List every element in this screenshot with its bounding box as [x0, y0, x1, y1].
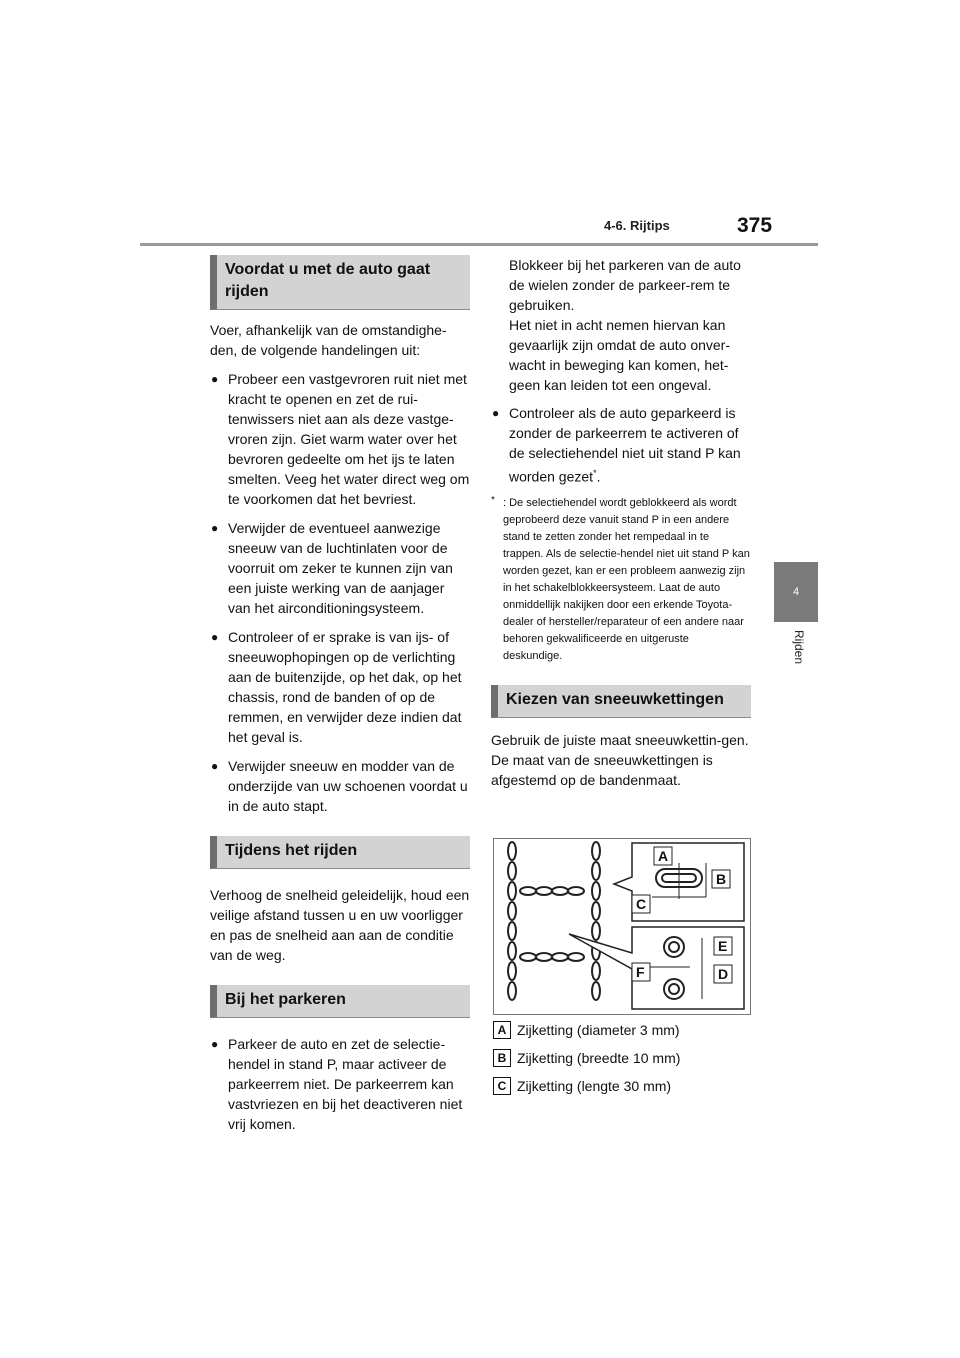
legend-text: Zijketting (breedte 10 mm) — [517, 1050, 681, 1066]
legend-key: C — [493, 1077, 511, 1095]
figure-legend — [493, 1020, 753, 1096]
right-column — [491, 255, 751, 790]
footnote-ref: * — [593, 468, 597, 478]
legend-key: A — [493, 1021, 511, 1039]
parking-warning: Het niet in acht nemen hiervan kan gevaarlijk zijn omdat de auto onver-wacht in beweging kan komen, het-geen kan leiden tot een ongeval. — [509, 317, 731, 393]
footnote-text: : De selectiehendel wordt geblokkeerd als wordt geprobeerd deze vanuit stand P in een andere stand te zetten zonder het rempedaal in te trappen. Als de selectie-hendel niet uit stand P kan worden gezet, kan er een probleem aanwezig zijn in het schakelblokkeersysteem. Laat de auto onmiddellijk nakijken door een erkende Toyota-dealer of hersteller/reparateur of een andere naar behoren gekwalificeerde en uitgeruste deskundige. — [503, 496, 750, 662]
figure-label-d: D — [718, 966, 729, 982]
figure-label-b: B — [716, 871, 727, 887]
footnote-mark: * — [491, 494, 495, 506]
footnote — [491, 495, 751, 665]
bullet-parking: ● Parkeer de auto en zet de selectie-hendel in stand P, maar activeer de parkeerrem niet. De parkeerrem kan vastvriezen en bij het deactiveren niet vrij komen. — [210, 1034, 470, 1134]
page-number: 375 — [737, 214, 773, 237]
bullet-frozen-window: ● Probeer een vastgevroren ruit niet met kracht te openen en zet de rui-tenwissers niet aan als deze vastge-vroren zijn. Giet warm water over het bevroren gedeelte om het ijs te laten smelten. Veeg het water direct weg om te voorkomen dat het bevriest. — [210, 369, 470, 509]
legend-row — [493, 1076, 753, 1096]
bullet-control-end: . — [596, 468, 601, 485]
snow-chain-illustration — [494, 839, 750, 1014]
chains-text-1: Gebruik de juiste maat sneeuwkettin-gen. — [491, 731, 749, 748]
bullet-ice-check: ● Controleer of er sprake is van ijs- of sneeuwophopingen op de verlichting aan de buitenzijde, op het dak, op het chassis, rond de banden of op de remmen, en verwijder deze indien dat het geval is. — [210, 627, 470, 747]
legend-text: Zijketting (diameter 3 mm) — [517, 1022, 680, 1038]
figure-label-f: F — [636, 964, 645, 980]
snow-chain-figure — [493, 838, 751, 1015]
chapter-tab: 4 — [774, 562, 818, 622]
legend-row — [493, 1048, 753, 1068]
bullet-control-text: Controleer als de auto geparkeerd is zonder de parkeerrem te activeren of de selectiehendel niet uit stand P kan worden gezet — [509, 405, 741, 485]
chapter-label: Rijden — [792, 630, 806, 665]
left-column — [210, 255, 470, 1134]
heading-parking: Bij het parkeren — [210, 985, 470, 1018]
figure-label-a: A — [658, 848, 669, 864]
driving-text: Verhoog de snelheid geleidelijk, houd een veilige afstand tussen u en uw voorligger en pas de snelheid aan aan de conditie van de weg. — [210, 887, 470, 963]
intro-text: Voer, afhankelijk van de omstandighe-den, de volgende handelingen uit: — [210, 322, 447, 358]
heading-before-driving: Voordat u met de auto gaat rijden — [210, 255, 470, 310]
legend-key: B — [493, 1049, 511, 1067]
parking-continued: Blokkeer bij het parkeren van de auto de wielen zonder de parkeer-rem te gebruiken. — [509, 257, 741, 313]
bullet-control — [491, 403, 751, 487]
heading-while-driving: Tijdens het rijden — [210, 836, 470, 869]
bullet-shoes: ● Verwijder sneeuw en modder van de onderzijde van uw schoenen voordat u in de auto stapt. — [210, 756, 470, 816]
chains-text-2: De maat van de sneeuwkettingen is afgestemd op de bandenmaat. — [491, 751, 713, 788]
legend-row — [493, 1020, 753, 1040]
figure-label-c: C — [636, 896, 647, 912]
figure-label-e: E — [718, 938, 728, 954]
legend-text: Zijketting (lengte 30 mm) — [517, 1078, 672, 1094]
section-title: 4-6. Rijtips — [604, 218, 670, 233]
header-rule — [140, 243, 818, 246]
bullet-air-intake: ● Verwijder de eventueel aanwezige sneeuw van de luchtinlaten voor de voorruit om zeker te kunnen zijn van een juiste werking van de aanjager van het airconditioningsysteem. — [210, 518, 470, 618]
heading-snow-chains: Kiezen van sneeuwkettingen — [491, 685, 751, 718]
